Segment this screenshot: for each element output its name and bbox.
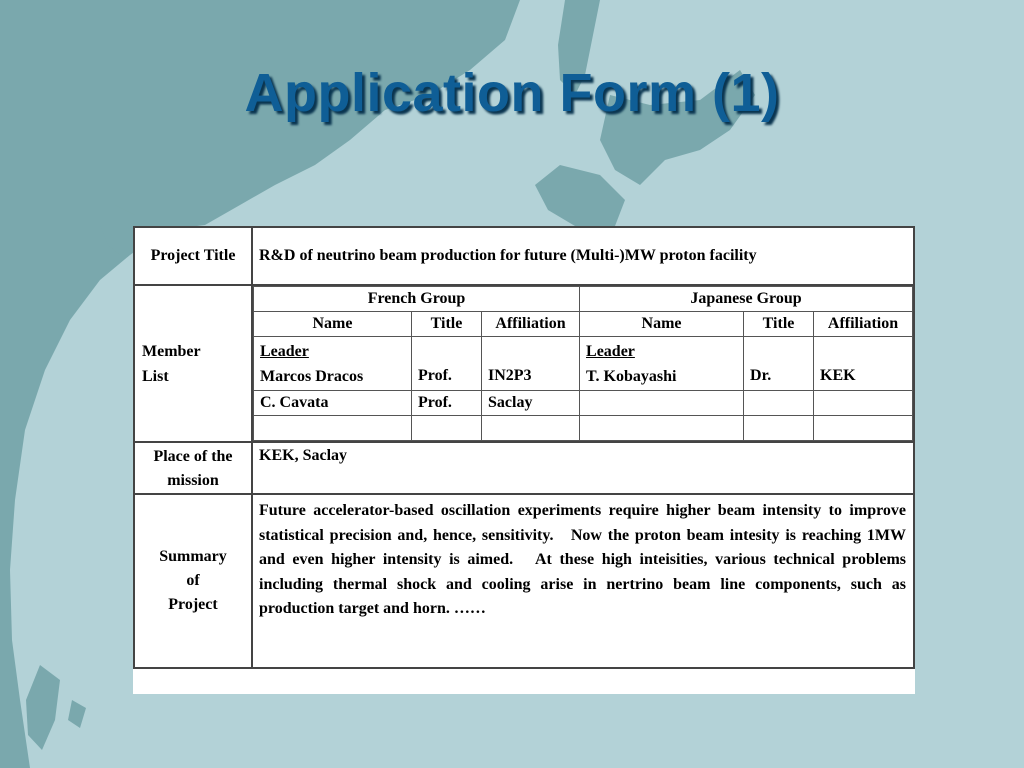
french-leader-name-cell bbox=[254, 337, 412, 391]
summary-label-line1: Summary bbox=[159, 548, 227, 565]
japanese-leader-title: Dr. bbox=[744, 337, 814, 391]
member-list-label bbox=[134, 285, 252, 442]
column-header-row bbox=[254, 312, 913, 337]
japanese-member-title bbox=[744, 391, 814, 416]
french-leader-affiliation: IN2P3 bbox=[482, 337, 580, 391]
summary-label-line3: Project bbox=[168, 596, 218, 613]
empty-cell bbox=[254, 416, 412, 441]
japanese-member-affiliation bbox=[814, 391, 913, 416]
french-name-header: Name bbox=[254, 312, 412, 337]
french-leader-name: Marcos Dracos bbox=[260, 368, 364, 385]
leader-row bbox=[254, 337, 913, 391]
group-heading-row bbox=[254, 287, 913, 312]
member-list-label-line2: List bbox=[142, 367, 169, 385]
island-honshu-shape bbox=[535, 165, 625, 226]
french-member-name: C. Cavata bbox=[254, 391, 412, 416]
place-label-line1: Place of the bbox=[153, 448, 233, 465]
french-member-title: Prof. bbox=[412, 391, 482, 416]
form-table bbox=[133, 226, 915, 669]
french-member-affiliation: Saclay bbox=[482, 391, 580, 416]
place-label-line2: mission bbox=[167, 472, 219, 489]
island-small-shape bbox=[68, 700, 86, 728]
place-row bbox=[134, 442, 914, 494]
french-title-header: Title bbox=[412, 312, 482, 337]
project-title-value: R&D of neutrino beam production for future (Multi-)MW proton facility bbox=[252, 227, 914, 285]
japanese-group-heading: Japanese Group bbox=[580, 287, 913, 312]
french-group-heading: French Group bbox=[254, 287, 580, 312]
empty-cell bbox=[580, 416, 744, 441]
member-list-cell bbox=[252, 285, 914, 442]
japanese-name-header: Name bbox=[580, 312, 744, 337]
slide-title: Application Form (1) bbox=[244, 63, 780, 123]
member-list-row bbox=[134, 285, 914, 442]
project-title-label: Project Title bbox=[134, 227, 252, 285]
place-label bbox=[134, 442, 252, 494]
summary-row bbox=[134, 494, 914, 668]
japanese-member-name bbox=[580, 391, 744, 416]
summary-label bbox=[134, 494, 252, 668]
french-leader-title: Prof. bbox=[412, 337, 482, 391]
summary-label-line2: of bbox=[186, 572, 200, 589]
empty-cell bbox=[482, 416, 580, 441]
member-row bbox=[254, 391, 913, 416]
member-list-label-line1: Member bbox=[142, 342, 201, 360]
island-south-shape bbox=[26, 665, 60, 750]
empty-cell bbox=[814, 416, 913, 441]
french-leader-label: Leader bbox=[260, 343, 309, 360]
summary-value: Future accelerator-based oscillation experiments require higher beam intensity to improve statistical precision and, hence, sensitivity. Now the proton beam intesity is reaching 1MW and even higher intensity is aimed. At these high inteisities, various technical problems including thermal shock and cooling arise in nertrino beam line components, such as production target and horn. …… bbox=[252, 494, 914, 668]
french-affiliation-header: Affiliation bbox=[482, 312, 580, 337]
japanese-leader-label: Leader bbox=[586, 343, 635, 360]
japanese-leader-affiliation: KEK bbox=[814, 337, 913, 391]
member-table bbox=[253, 286, 913, 441]
empty-cell bbox=[744, 416, 814, 441]
project-title-row bbox=[134, 227, 914, 285]
empty-member-row bbox=[254, 416, 913, 441]
japanese-affiliation-header: Affiliation bbox=[814, 312, 913, 337]
place-value: KEK, Saclay bbox=[252, 442, 914, 494]
empty-cell bbox=[412, 416, 482, 441]
application-form bbox=[133, 226, 915, 694]
japanese-title-header: Title bbox=[744, 312, 814, 337]
japanese-leader-name-cell bbox=[580, 337, 744, 391]
japanese-leader-name: T. Kobayashi bbox=[586, 368, 677, 385]
